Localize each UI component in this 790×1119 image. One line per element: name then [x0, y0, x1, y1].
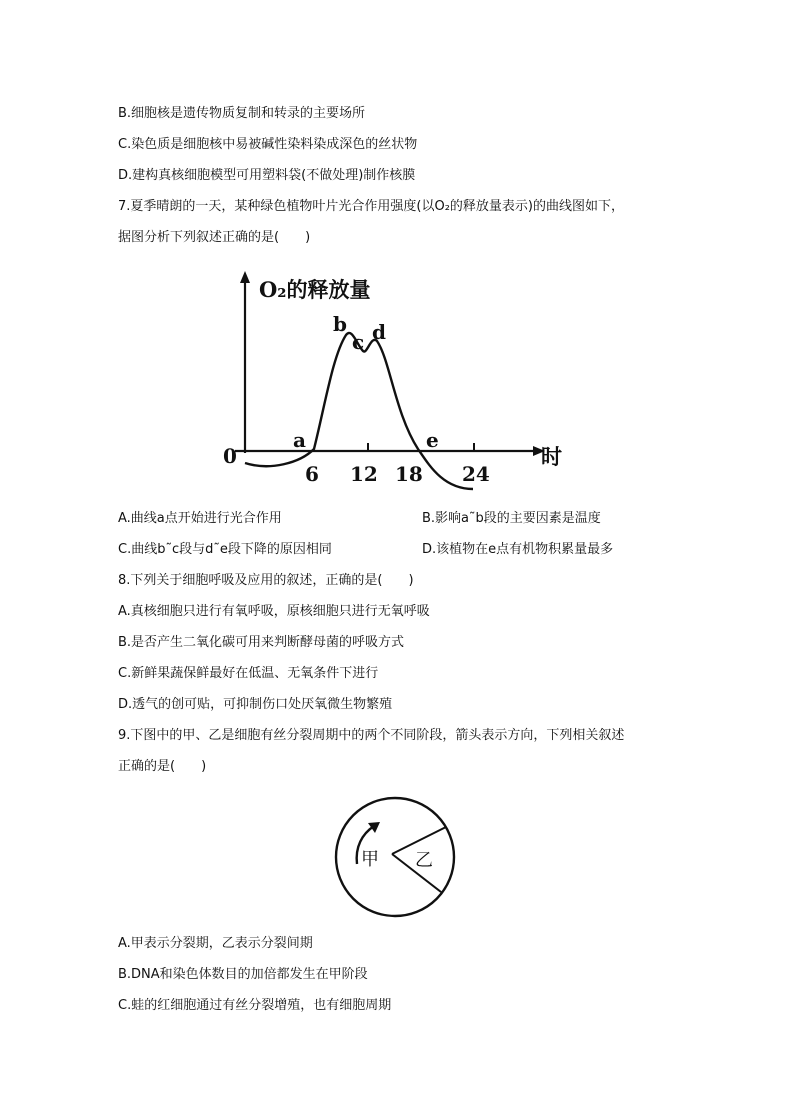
- cell-cycle-diagram: [330, 792, 460, 922]
- question-9-option-a: A.甲表示分裂期，乙表示分裂间期: [118, 936, 313, 951]
- x-axis-label: 时: [541, 444, 562, 469]
- direction-arrow-icon: [368, 822, 380, 833]
- point-label-a: a: [293, 428, 306, 452]
- question-7-stem-cont: 据图分析下列叙述正确的是( ): [118, 230, 311, 245]
- question-7-option-d: D.该植物在e点有机物积累量最多: [422, 542, 614, 557]
- origin-label: 0: [223, 444, 237, 468]
- question-9-stem: 9.下图中的甲、乙是细胞有丝分裂周期中的两个不同阶段，箭头表示方向，下列相关叙述: [118, 728, 625, 743]
- question-7-stem: 7.夏季晴朗的一天，某种绿色植物叶片光合作用强度(以O₂的释放量表示)的曲线图如下，: [118, 199, 624, 214]
- tick-label-18: 18: [395, 462, 423, 486]
- option-d-line: D.建构真核细胞模型可用塑料袋(不做处理)制作核膜: [118, 168, 416, 183]
- point-label-e: e: [426, 428, 439, 452]
- option-b-line: B.细胞核是遗传物质复制和转录的主要场所: [118, 106, 366, 121]
- question-9-stem-cont: 正确的是( ): [118, 759, 207, 774]
- question-7-option-c: C.曲线b˜c段与d˜e段下降的原因相同: [118, 542, 332, 557]
- question-7-option-b: B.影响a˜b段的主要因素是温度: [422, 511, 601, 526]
- oxygen-release-graph: [215, 265, 575, 495]
- question-7-option-a: A.曲线a点开始进行光合作用: [118, 511, 282, 526]
- tick-label-12: 12: [350, 462, 378, 486]
- option-c-line: C.染色质是细胞核中易被碱性染料染成深色的丝状物: [118, 137, 418, 152]
- question-8-option-c: C.新鲜果蔬保鲜最好在低温、无氧条件下进行: [118, 666, 379, 681]
- question-9-option-b: B.DNA和染色体数目的加倍都发生在甲阶段: [118, 967, 368, 982]
- y-axis-label: O₂的释放量: [259, 277, 371, 302]
- question-8-option-a: A.真核细胞只进行有氧呼吸，原核细胞只进行无氧呼吸: [118, 604, 430, 619]
- point-label-b: b: [333, 312, 347, 336]
- question-9-option-c: C.蛙的红细胞通过有丝分裂增殖，也有细胞周期: [118, 998, 392, 1013]
- tick-label-6: 6: [305, 462, 319, 486]
- y-axis-arrow-icon: [240, 271, 250, 283]
- question-8-stem: 8.下列关于细胞呼吸及应用的叙述，正确的是( ): [118, 573, 414, 588]
- point-label-c: c: [352, 330, 365, 354]
- cell-cycle-diagram-svg: [330, 792, 460, 922]
- tick-label-24: 24: [462, 462, 490, 486]
- phase-label-jia: 甲: [361, 849, 379, 870]
- oxygen-release-graph-svg: [215, 265, 575, 495]
- question-8-option-b: B.是否产生二氧化碳可用来判断酵母菌的呼吸方式: [118, 635, 405, 650]
- phase-label-yi: 乙: [415, 850, 433, 871]
- point-label-d: d: [372, 320, 386, 344]
- question-8-option-d: D.透气的创可贴，可抑制伤口处厌氧微生物繁殖: [118, 697, 393, 712]
